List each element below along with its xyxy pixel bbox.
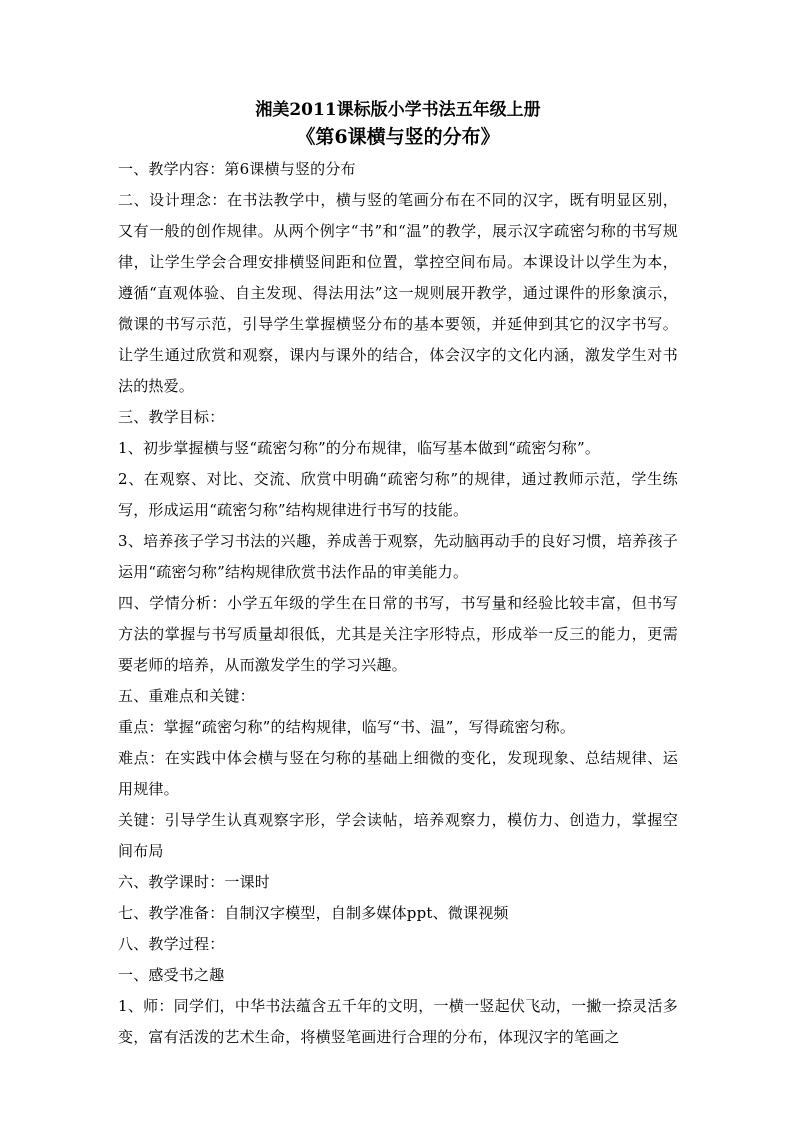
heading-section-one: 一、感受书之趣 <box>118 966 225 984</box>
heading-teaching-process: 八、教学过程： <box>118 935 225 953</box>
paragraph-teaching-content: 一、教学内容：第6课横与竖的分布 <box>118 160 356 178</box>
paragraph-preparation: 七、教学准备：自制汉字模型，自制多媒体ppt、微课视频 <box>118 904 509 922</box>
heading-teaching-objectives: 三、教学目标： <box>118 408 225 426</box>
key-issue: 关键：引导学生认真观察字形，学会读帖，培养观察力，模仿力、创造力，掌握空间布局 <box>118 811 678 860</box>
objective-1: 1、初步掌握横与竖“疏密匀称”的分布规律，临写基本做到“疏密匀称”。 <box>118 439 601 457</box>
objective-3: 3、培养孩子学习书法的兴趣，养成善于观察，先动脑再动手的良好习惯，培养孩子运用“疏密匀称”结构规律欣赏书法作品的审美能力。 <box>118 532 678 581</box>
key-point: 重点：掌握“疏密匀称”的结构规律，临写“书、温”，写得疏密匀称。 <box>118 718 576 736</box>
paragraph-class-hours: 六、教学课时：一课时 <box>118 873 271 891</box>
paragraph-learner-analysis: 四、学情分析：小学五年级的学生在日常的书写，书写量和经验比较丰富，但书写方法的掌握与书写质量却很低，尤其是关注字形特点，形成举一反三的能力，更需要老师的培养，从而激发学生的学习兴趣。 <box>118 594 678 674</box>
difficult-point: 难点：在实践中体会横与竖在匀称的基础上细微的变化，发现现象、总结规律、运用规律。 <box>118 749 678 798</box>
document-page <box>118 98 678 1053</box>
objective-2: 2、在观察、对比、交流、欣赏中明确“疏密匀称”的规律，通过教师示范，学生练写，形成运用“疏密匀称”结构规律进行书写的技能。 <box>118 470 678 519</box>
paragraph-design-concept: 二、设计理念：在书法教学中，横与竖的笔画分布在不同的汉字，既有明显区别，又有一般的创作规律。从两个例字“书”和“温”的教学，展示汉字疏密匀称的书写规律，让学生学会合理安排横竖间距和位置，掌控空间布局。本课设计以学生为本，遵循“直观体验、自主发现、得法用法”这一规则展开教学，通过课件的形象演示，微课的书写示范，引导学生掌握横竖分布的基本要领，并延伸到其它的汉字书写。让学生通过欣赏和观察，课内与课外的结合，体会汉字的文化内涵，激发学生对书法的热爱。 <box>118 191 678 395</box>
lesson-title: 《第6课横与竖的分布》 <box>296 126 500 148</box>
heading-key-points: 五、重难点和关键： <box>118 687 255 705</box>
document-title: 湘美2011课标版小学书法五年级上册 <box>255 100 541 120</box>
process-step-1: 1、师：同学们，中华书法蕴含五千年的文明，一横一竖起伏飞动，一撇一捺灵活多变，富有活泼的艺术生命，将横竖笔画进行合理的分布，体现汉字的笔画之 <box>118 997 678 1046</box>
